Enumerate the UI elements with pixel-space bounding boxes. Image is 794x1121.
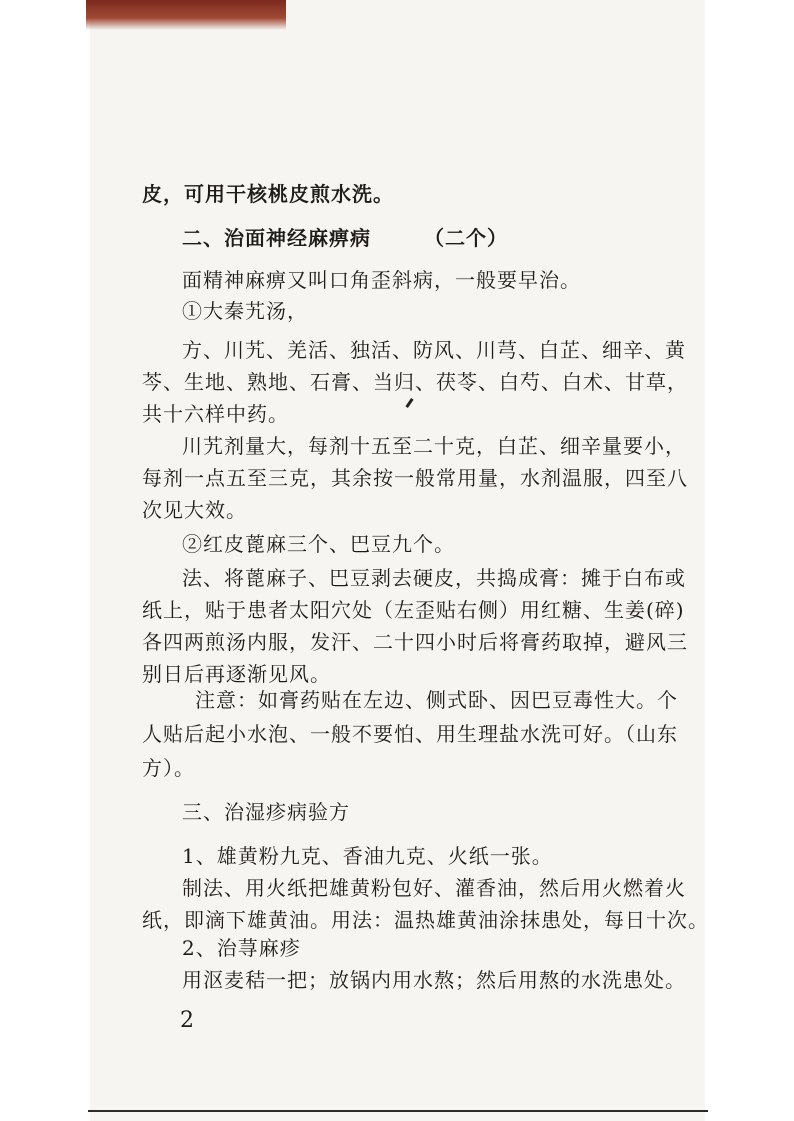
text-line: 法、将蓖麻子、巴豆剥去硬皮，共捣成膏：摊于白布或 <box>182 566 686 590</box>
text-line: 注意：如膏药贴在左边、侧式卧、因巴豆毒性大。个 <box>195 688 678 712</box>
text-line: 川艽剂量大，每剂十五至二十克，白芷、细辛量要小， <box>182 434 686 458</box>
text-line: 纸，即滴下雄黄油。用法：温热雄黄油涂抹患处，每日十次。 <box>142 908 709 932</box>
book-cover-edge <box>86 0 286 30</box>
page-bottom-edge <box>88 1110 708 1112</box>
text-line: 各四两煎汤内服，发汗、二十四小时后将膏药取掉，避风三 <box>142 630 688 654</box>
section-heading: 三、治湿疹病验方 <box>182 800 350 824</box>
text-line: 共十六样中药。 <box>142 402 289 426</box>
text-line: 方）。 <box>142 756 195 780</box>
text-line: 方、川艽、羌活、独活、防风、川芎、白芷、细辛、黄 <box>182 338 686 362</box>
text-line: 1、雄黄粉九克、香油九克、火纸一张。 <box>182 844 553 868</box>
page-number: 2 <box>180 1008 194 1033</box>
section-heading: 二、治面神经麻痹病 （二个） <box>182 226 508 250</box>
text-line: ②红皮蓖麻三个、巴豆九个。 <box>182 532 455 556</box>
text-line: 制法、用火纸把雄黄粉包好、灌香油，然后用火燃着火 <box>182 876 686 900</box>
text-line: 每剂一点五至三克，其余按一般常用量，水剂温服，四至八 <box>142 466 688 490</box>
text-line: 用沤麦秸一把；放锅内用水熬；然后用熬的水洗患处。 <box>182 968 686 992</box>
text-line: 面精神麻痹又叫口角歪斜病，一般要早治。 <box>182 268 581 292</box>
text-line: 次见大效。 <box>142 498 247 522</box>
text-line: 2、治荨麻疹 <box>182 936 301 960</box>
text-line: 纸上，贴于患者太阳穴处（左歪贴右侧）用红糖、生姜(碎) <box>142 598 685 622</box>
text-line: 人贴后起小水泡、一般不要怕、用生理盐水洗可好。（山东 <box>142 722 678 746</box>
text-line: 别日后再逐渐见风。 <box>142 662 331 686</box>
text-line: 芩、生地、熟地、石膏、当归、茯苓、白芍、白术、甘草， <box>142 370 688 394</box>
text-line: ①大秦艽汤， <box>182 299 308 323</box>
text-line: 皮，可用干核桃皮煎水洗。 <box>142 182 394 206</box>
